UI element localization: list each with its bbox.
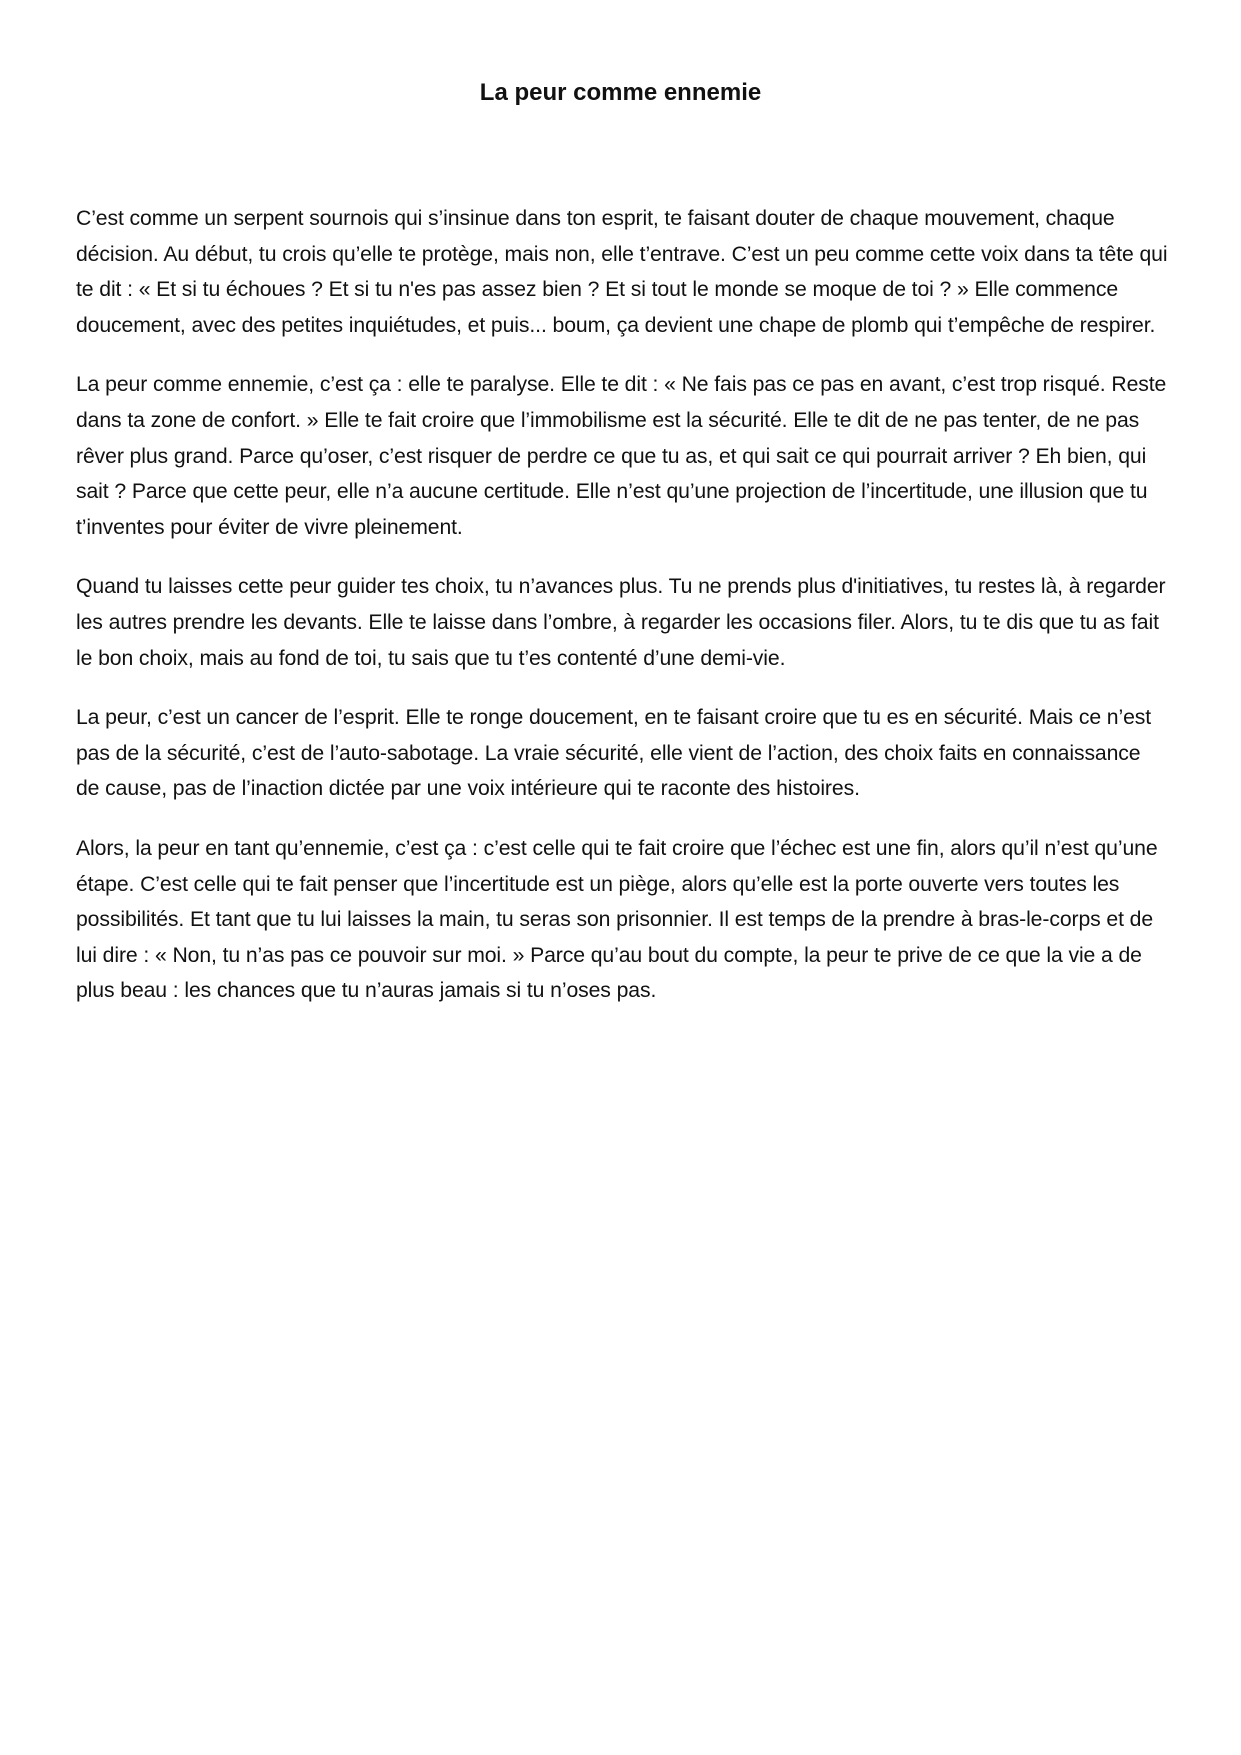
- paragraph-1: C’est comme un serpent sournois qui s’insinue dans ton esprit, te faisant douter de chaque mouvement, chaque décision. Au début, tu crois qu’elle te protège, mais non, elle t’entrave. C’est un peu comme cette voix dans ta tête qui te dit : « Et si tu échoues ? Et si tu n'es pas assez bien ? Et si tout le monde se moque de toi ? » Elle commence doucement, avec des petites inquiétudes, et puis... boum, ça devient une chape de plomb qui t’empêche de respirer.: [76, 207, 1168, 337]
- paragraph-2: La peur comme ennemie, c’est ça : elle te paralyse. Elle te dit : « Ne fais pas ce pas en avant, c’est trop risqué. Reste dans ta zone de confort. » Elle te fait croire que l’immobilisme est la sécurité. Elle te dit de ne pas tenter, de ne pas rêver plus grand. Parce qu’oser, c’est risquer de perdre ce que tu as, et qui sait ce qui pourrait arriver ? Eh bien, qui sait ? Parce que cette peur, elle n’a aucune certitude. Elle n’est qu’une projection de l’incertitude, une illusion que tu t’inventes pour éviter de vivre pleinement.: [76, 373, 1167, 539]
- document-body: [76, 201, 1168, 1033]
- paragraph-5: Alors, la peur en tant qu’ennemie, c’est ça : c’est celle qui te fait croire que l’échec est une fin, alors qu’il n’est qu’une étape. C’est celle qui te fait penser que l’incertitude est un piège, alors qu’elle est la porte ouverte vers toutes les possibilités. Et tant que tu lui laisses la main, tu seras son prisonnier. Il est temps de la prendre à bras-le-corps et de lui dire : « Non, tu n’as pas ce pouvoir sur moi. » Parce qu’au bout du compte, la peur te prive de ce que la vie a de plus beau : les chances que tu n’auras jamais si tu n’oses pas.: [76, 836, 1158, 1003]
- document-title: La peur comme ennemie: [479, 79, 762, 106]
- paragraph-4: La peur, c’est un cancer de l’esprit. Elle te ronge doucement, en te faisant croire que tu es en sécurité. Mais ce n’est pas de la sécurité, c’est de l’auto-sabotage. La vraie sécurité, elle vient de l’action, des choix faits en connaissance de cause, pas de l’inaction dictée par une voix intérieure qui te raconte des histoires.: [76, 706, 1152, 801]
- paragraph-3: Quand tu laisses cette peur guider tes choix, tu n’avances plus. Tu ne prends plus d'initiatives, tu restes là, à regarder les autres prendre les devants. Elle te laisse dans l’ombre, à regarder les occasions filer. Alors, tu te dis que tu as fait le bon choix, mais au fond de toi, tu sais que tu t’es contenté d’une demi-vie.: [76, 575, 1166, 670]
